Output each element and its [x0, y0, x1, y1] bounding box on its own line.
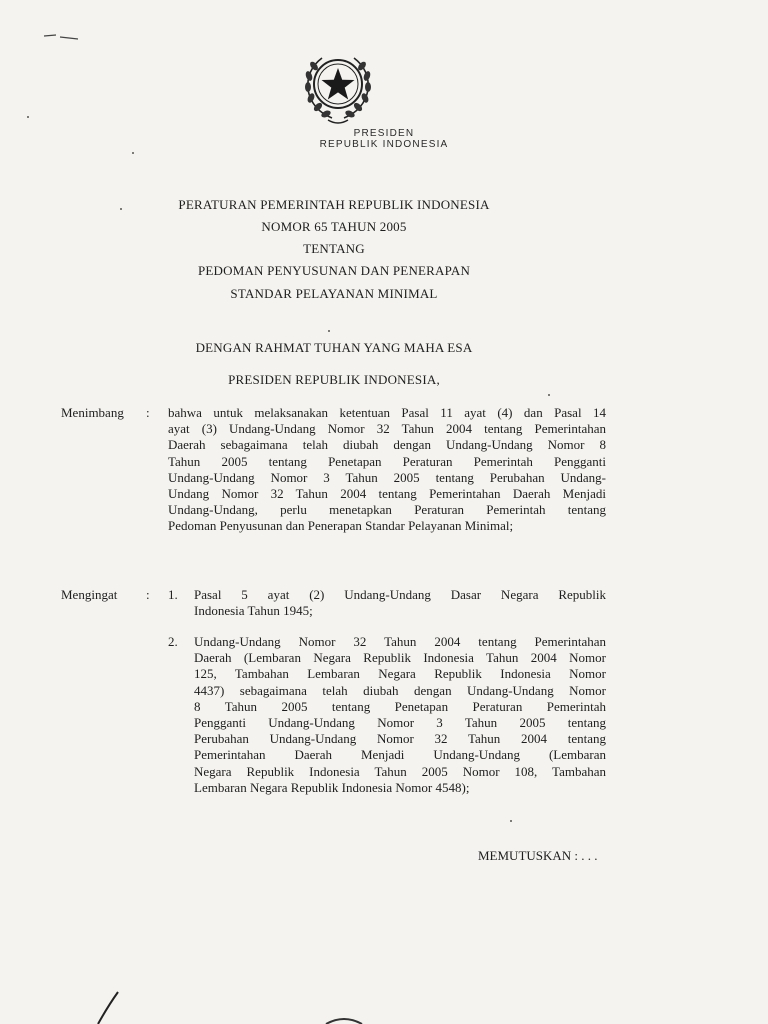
scan-speck — [120, 208, 122, 210]
next-page-emblem-icon — [322, 1014, 366, 1024]
scan-speck — [132, 152, 134, 154]
header-republik: REPUBLIK INDONESIA — [319, 139, 449, 150]
title-subject-line1: PEDOMAN PENYUSUNAN DAN PENERAPAN — [197, 263, 471, 278]
mengingat-item2-line: Undang-Undang Nomor 32 Tahun 2004 tentang Pemerintahan — [194, 634, 606, 649]
scan-mark-icon — [42, 30, 82, 42]
mengingat-item2-line: Perubahan Undang-Undang Nomor 32 Tahun 2004 tentang — [194, 731, 606, 747]
mengingat-item1-number: 1. — [168, 587, 178, 602]
mengingat-item2-line: Pengganti Undang-Undang Nomor 3 Tahun 2005 tentang — [194, 715, 606, 731]
menimbang-line: Undang-Undang Nomor 3 Tahun 2005 tentang Perubahan Undang- — [168, 469, 606, 485]
menimbang-line: bahwa untuk melaksanakan ketentuan Pasal 11 ayat (4) dan Pasal 14 — [168, 405, 606, 420]
mengingat-item2-number: 2. — [168, 634, 178, 649]
preamble-rahmat: DENGAN RAHMAT TUHAN YANG MAHA ESA — [195, 340, 473, 355]
mengingat-item1-line: Pasal 5 ayat (2) Undang-Undang Dasar Negara Republik — [194, 587, 606, 602]
mengingat-item2-line: 4437) sebagaimana telah diubah dengan Undang-Undang Nomor — [194, 682, 606, 698]
scan-speck — [510, 820, 512, 822]
scan-speck — [548, 394, 550, 396]
title-subject-line2: STANDAR PELAYANAN MINIMAL — [230, 286, 438, 301]
menimbang-text — [168, 405, 606, 535]
scan-speck — [27, 116, 29, 118]
title-regulation: PERATURAN PEMERINTAH REPUBLIK INDONESIA — [178, 197, 490, 212]
mengingat-item2-line: Lembaran Negara Republik Indonesia Nomor 4548); — [194, 779, 470, 795]
menimbang-colon: : — [146, 405, 150, 420]
continuation-text: MEMUTUSKAN : . . . — [478, 848, 598, 863]
mengingat-item2-line: 125, Tambahan Lembaran Negara Republik Indonesia Nomor — [194, 666, 606, 682]
mengingat-label: Mengingat — [61, 587, 118, 602]
menimbang-line: ayat (3) Undang-Undang Nomor 32 Tahun 2004 tentang Pemerintahan — [168, 421, 606, 437]
mengingat-item1-text — [194, 587, 606, 619]
mengingat-item2-text — [194, 634, 606, 796]
mengingat-colon: : — [146, 587, 150, 602]
preamble-presiden: PRESIDEN REPUBLIK INDONESIA, — [228, 372, 440, 387]
menimbang-label: Menimbang — [61, 405, 124, 420]
mengingat-item2-line: Negara Republik Indonesia Tahun 2005 Nomor 108, Tambahan — [194, 763, 606, 779]
menimbang-line: Daerah sebagaimana telah diubah dengan Undang-Undang Nomor 8 — [168, 437, 606, 453]
menimbang-line: Pedoman Penyusunan dan Penerapan Standar Pelayanan Minimal; — [168, 518, 514, 534]
menimbang-line: Tahun 2005 tentang Penetapan Peraturan Pemerintah Pengganti — [168, 453, 606, 469]
mengingat-item2-line: 8 Tahun 2005 tentang Penetapan Peraturan Pemerintah — [194, 698, 606, 714]
mengingat-item2-line: Daerah (Lembaran Negara Republik Indonesia Tahun 2004 Nomor — [194, 650, 606, 666]
title-tentang: TENTANG — [303, 241, 365, 256]
menimbang-line: Undang Nomor 32 Tahun 2004 tentang Pemerintahan Daerah Menjadi — [168, 486, 606, 502]
signature-stroke-icon — [92, 990, 122, 1024]
mengingat-item1-line: Indonesia Tahun 1945; — [194, 603, 313, 619]
menimbang-line: Undang-Undang, perlu menetapkan Peraturan Pemerintah tentang — [168, 502, 606, 518]
scan-speck — [328, 330, 330, 332]
title-number: NOMOR 65 TAHUN 2005 — [261, 219, 407, 234]
state-emblem-icon — [292, 40, 384, 128]
mengingat-item2-line: Pemerintahan Daerah Menjadi Undang-Undang (Lembaran — [194, 747, 606, 763]
header-presiden: PRESIDEN — [353, 128, 415, 139]
